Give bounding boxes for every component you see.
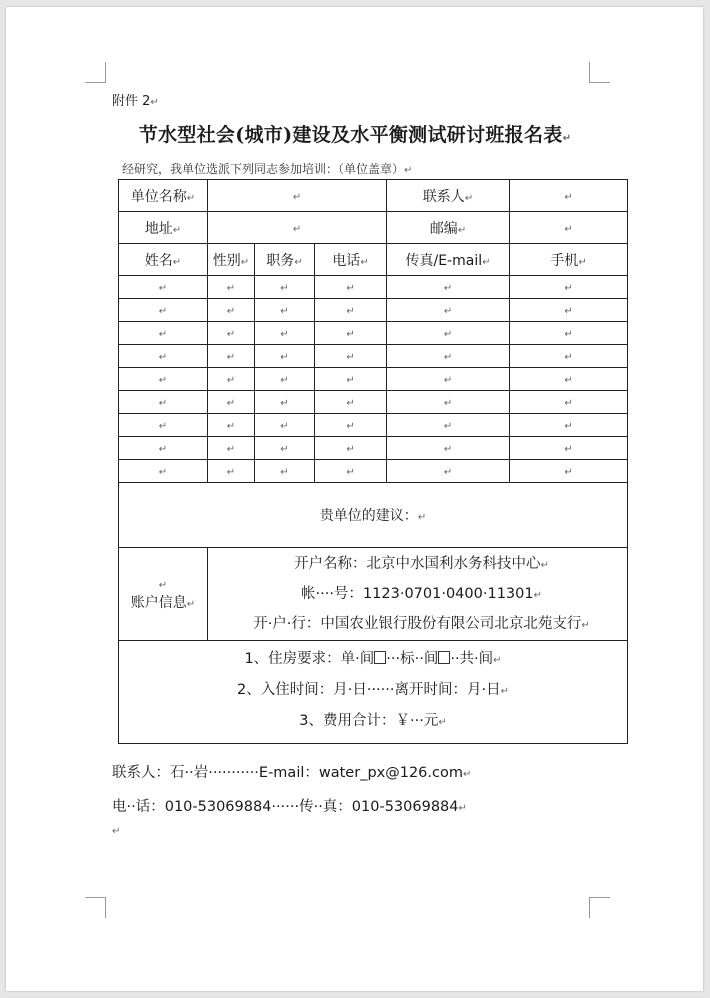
single-room-checkbox[interactable]	[374, 651, 386, 664]
col-phone: 电话↵	[315, 244, 387, 276]
table-cell[interactable]: ↵	[315, 391, 387, 414]
address-field[interactable]: ↵	[208, 212, 387, 244]
table-cell[interactable]: ↵	[387, 322, 510, 345]
table-cell[interactable]: ↵	[208, 368, 255, 391]
column-header-row	[119, 244, 628, 276]
registration-table	[118, 179, 628, 744]
table-cell[interactable]: ↵	[255, 414, 315, 437]
table-cell[interactable]: ↵	[315, 276, 387, 299]
unit-row	[119, 180, 628, 212]
suggestion-row	[119, 483, 628, 548]
table-cell[interactable]: ↵	[119, 460, 208, 483]
address-label: 地址↵	[119, 212, 208, 244]
table-cell[interactable]: ↵	[208, 460, 255, 483]
table-cell[interactable]: ↵	[119, 368, 208, 391]
table-cell[interactable]: ↵	[255, 322, 315, 345]
table-cell[interactable]: ↵	[510, 299, 628, 322]
table-cell[interactable]: ↵	[510, 276, 628, 299]
table-cell[interactable]: ↵	[119, 391, 208, 414]
col-name: 姓名↵	[119, 244, 208, 276]
table-row	[119, 437, 628, 460]
table-row	[119, 345, 628, 368]
table-cell[interactable]: ↵	[255, 276, 315, 299]
table-cell[interactable]: ↵	[315, 414, 387, 437]
table-cell[interactable]: ↵	[387, 460, 510, 483]
unit-name-label: 单位名称↵	[119, 180, 208, 212]
table-row	[119, 391, 628, 414]
suggestion-field[interactable]: 贵单位的建议：↵	[119, 483, 628, 548]
table-cell[interactable]: ↵	[255, 345, 315, 368]
table-row	[119, 322, 628, 345]
crop-mark-top-right	[589, 62, 610, 83]
postcode-label: 邮编↵	[387, 212, 510, 244]
unit-name-field[interactable]: ↵	[208, 180, 387, 212]
postcode-field[interactable]: ↵	[510, 212, 628, 244]
table-cell[interactable]: ↵	[387, 414, 510, 437]
table-cell[interactable]: ↵	[119, 322, 208, 345]
trailing-paragraph-mark: ↵	[112, 826, 121, 837]
attachment-label: 附件 2↵	[112, 94, 159, 109]
table-cell[interactable]: ↵	[387, 437, 510, 460]
account-details	[208, 548, 628, 641]
crop-mark-top-left	[85, 62, 106, 83]
table-cell[interactable]: ↵	[208, 322, 255, 345]
account-bank: 开·户·行：中国农业银行股份有限公司北京北苑支行↵	[253, 616, 590, 632]
col-mobile: 手机↵	[510, 244, 628, 276]
intro-text: 经研究，我单位选派下列同志参加培训：（单位盖章）↵	[122, 162, 413, 176]
table-cell[interactable]: ↵	[387, 299, 510, 322]
table-cell[interactable]: ↵	[387, 368, 510, 391]
table-cell[interactable]: ↵	[208, 299, 255, 322]
col-gender: 性别↵	[208, 244, 255, 276]
crop-mark-bottom-right	[589, 897, 610, 918]
table-cell[interactable]: ↵	[315, 437, 387, 460]
table-cell[interactable]: ↵	[510, 437, 628, 460]
table-cell[interactable]: ↵	[119, 345, 208, 368]
table-cell[interactable]: ↵	[315, 368, 387, 391]
notes-row	[119, 641, 628, 744]
table-cell[interactable]: ↵	[119, 437, 208, 460]
col-position: 职务↵	[255, 244, 315, 276]
table-cell[interactable]: ↵	[255, 299, 315, 322]
table-cell[interactable]: ↵	[208, 437, 255, 460]
table-cell[interactable]: ↵	[510, 345, 628, 368]
contact-line-2: 电··话：010-53069884······传··真：010-53069884↵	[112, 799, 467, 815]
table-row	[119, 276, 628, 299]
table-cell[interactable]: ↵	[255, 391, 315, 414]
table-cell[interactable]: ↵	[315, 322, 387, 345]
table-cell[interactable]: ↵	[387, 391, 510, 414]
table-cell[interactable]: ↵	[208, 345, 255, 368]
table-cell[interactable]: ↵	[315, 345, 387, 368]
table-cell[interactable]: ↵	[119, 276, 208, 299]
table-cell[interactable]: ↵	[119, 299, 208, 322]
table-cell[interactable]: ↵	[510, 368, 628, 391]
table-cell[interactable]: ↵	[510, 391, 628, 414]
table-cell[interactable]: ↵	[387, 345, 510, 368]
note-cost: 3、费用合计：￥···元↵	[299, 712, 447, 729]
table-cell[interactable]: ↵	[255, 460, 315, 483]
contact-field[interactable]: ↵	[510, 180, 628, 212]
table-row	[119, 414, 628, 437]
table-cell[interactable]: ↵	[510, 460, 628, 483]
table-row	[119, 299, 628, 322]
note-housing: 1、住房要求：单·间 ···标··间 ··共·间↵	[244, 650, 502, 667]
account-row	[119, 548, 628, 641]
table-row	[119, 368, 628, 391]
col-fax-email: 传真/E-mail↵	[387, 244, 510, 276]
form-title: 节水型社会(城市)建设及水平衡测试研讨班报名表↵	[138, 124, 572, 146]
contact-label: 联系人↵	[387, 180, 510, 212]
standard-room-checkbox[interactable]	[438, 651, 450, 664]
table-cell[interactable]: ↵	[510, 414, 628, 437]
table-cell[interactable]: ↵	[387, 276, 510, 299]
table-cell[interactable]: ↵	[208, 276, 255, 299]
table-cell[interactable]: ↵	[255, 437, 315, 460]
table-cell[interactable]: ↵	[208, 391, 255, 414]
contact-line-1: 联系人：石··岩···········E-mail：water_px@126.com↵	[112, 765, 472, 781]
crop-mark-bottom-left	[85, 897, 106, 918]
account-name: 开户名称：北京中水国利水务科技中心↵	[294, 556, 549, 572]
table-cell[interactable]: ↵	[255, 368, 315, 391]
note-dates: 2、入住时间：月·日······离开时间：月·日↵	[237, 681, 509, 698]
account-label: ↵ 账户信息↵	[119, 548, 208, 641]
table-cell[interactable]: ↵	[119, 414, 208, 437]
table-row	[119, 460, 628, 483]
table-cell[interactable]: ↵	[510, 322, 628, 345]
table-cell[interactable]: ↵	[315, 299, 387, 322]
table-cell[interactable]: ↵	[208, 414, 255, 437]
account-number: 帐····号：1123·0701·0400·11301↵	[301, 586, 542, 602]
address-row	[119, 212, 628, 244]
notes-cell	[119, 641, 628, 744]
table-cell[interactable]: ↵	[315, 460, 387, 483]
